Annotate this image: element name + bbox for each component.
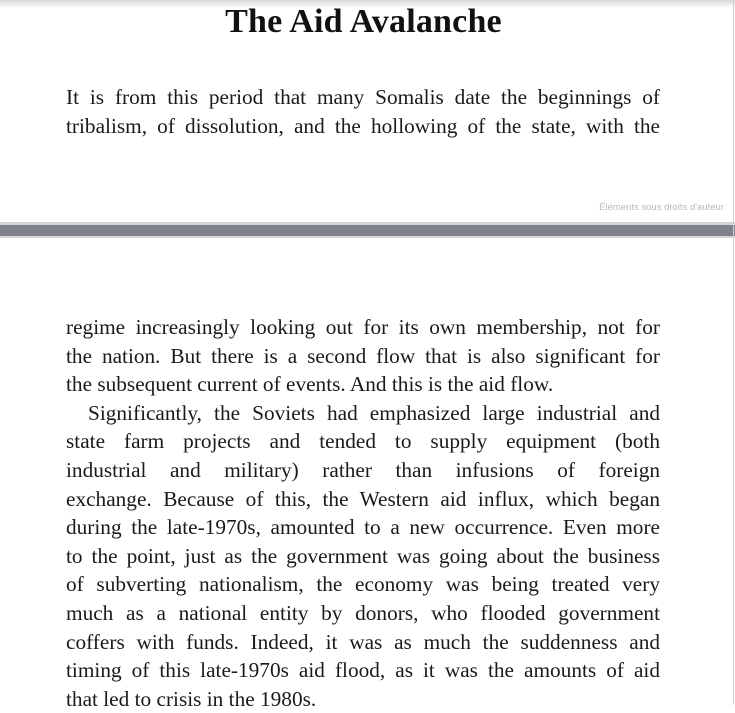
page-separator [0,222,735,238]
text-line: tribalism, of dissolution, and the hollowing of the state, with the [66,113,660,138]
text-line: during the late-1970s, amounted to a new occurrence. Even more [66,515,660,540]
text-line: regime increasingly looking out for its own membership, not for [66,315,660,339]
text-line: much as a national entity by donors, who flooded government [66,600,660,625]
text-line: of subverting nationalism, the economy was being treated very [66,572,660,597]
text-line: that led to crisis in the 1980s. [66,686,317,711]
page-gap-bar [0,225,735,236]
page-right-edge [733,0,734,705]
copyright-watermark: Éléments sous droits d'auteur [599,202,724,213]
text-line: to the point, just as the government was going about the business [66,543,660,568]
text-line: It is from this period that many Somalis date the beginnings of [66,85,660,109]
text-line: Significantly, the Soviets had emphasized large industrial and [88,400,660,425]
book-page-top [0,0,734,222]
text-line: timing of this late-1970s aid flood, as it was the amounts of aid [66,658,660,683]
text-line: coffers with funds. Indeed, it was as much the suddenness and [66,629,660,654]
chapter-title: The Aid Avalanche [225,3,502,40]
text-line: state farm projects and tended to supply equipment (both [66,429,660,454]
page-top-paragraph [66,83,660,140]
text-line: industrial and military) rather than infusions of foreign [66,457,660,482]
text-line: the nation. But there is a second flow that is also significant for [66,343,660,368]
text-line: exchange. Because of this, the Western aid influx, which began [66,486,660,511]
page-bottom-body [66,313,660,713]
text-line: the subsequent current of events. And this is the aid flow. [66,372,554,397]
